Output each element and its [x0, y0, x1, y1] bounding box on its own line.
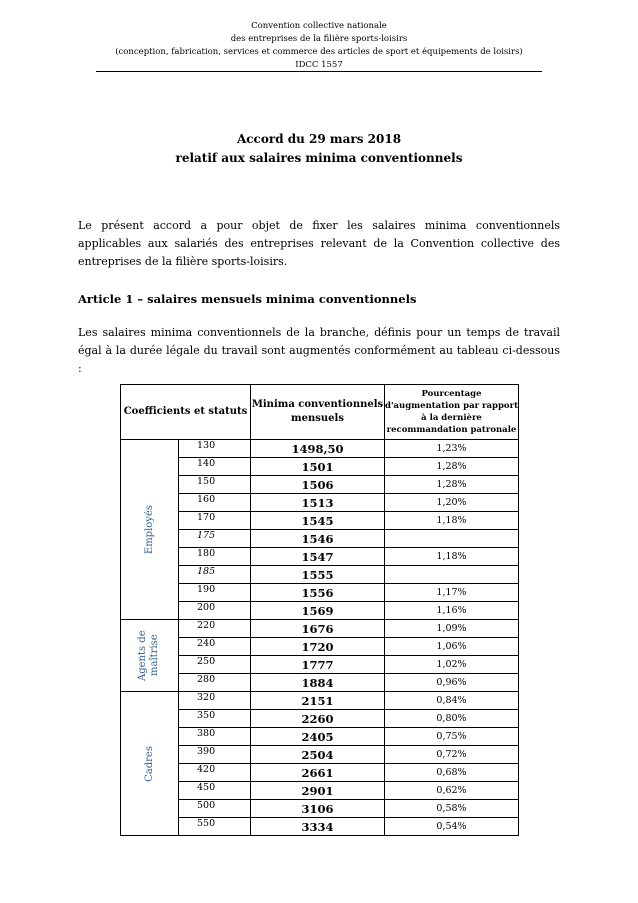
header-line-1: Convention collective nationale	[251, 21, 387, 31]
minimum-salary-cell: 1676	[251, 620, 385, 638]
salary-table	[120, 384, 519, 836]
header-percentage: Pourcentage d'augmentation par rapport à la dernière recommandation patronale	[385, 385, 519, 440]
percentage-cell: 0,68%	[385, 764, 519, 782]
percentage-cell: 1,20%	[385, 494, 519, 512]
coefficient-cell: 130	[179, 440, 251, 458]
minimum-salary-cell: 1555	[251, 566, 385, 584]
percentage-cell: 1,17%	[385, 584, 519, 602]
coefficient-cell: 175	[179, 530, 251, 548]
group-agents-de-maitrise	[121, 620, 179, 692]
percentage-cell: 0,96%	[385, 674, 519, 692]
group-employes	[121, 440, 179, 620]
coefficient-cell: 240	[179, 638, 251, 656]
minimum-salary-cell: 1547	[251, 548, 385, 566]
minimum-salary-cell: 1513	[251, 494, 385, 512]
minimum-salary-cell: 1546	[251, 530, 385, 548]
percentage-cell: 0,62%	[385, 782, 519, 800]
header-line-4: IDCC 1557	[295, 60, 343, 70]
percentage-cell: 0,75%	[385, 728, 519, 746]
minimum-salary-cell: 1506	[251, 476, 385, 494]
coefficient-cell: 390	[179, 746, 251, 764]
minimum-salary-cell: 1498,50	[251, 440, 385, 458]
salary-table-body	[121, 440, 519, 836]
table-row	[121, 656, 519, 674]
table-row	[121, 602, 519, 620]
coefficient-cell: 150	[179, 476, 251, 494]
table-row	[121, 620, 519, 638]
percentage-cell: 1,18%	[385, 512, 519, 530]
table-row	[121, 494, 519, 512]
table-row	[121, 548, 519, 566]
page-header	[0, 20, 638, 72]
header-line-2: des entreprises de la filière sports-loisirs	[230, 34, 408, 44]
document-title	[0, 130, 638, 168]
title-line-1: Accord du 29 mars 2018	[236, 132, 402, 146]
percentage-cell: 0,84%	[385, 692, 519, 710]
minimum-salary-cell: 1569	[251, 602, 385, 620]
table-row	[121, 530, 519, 548]
minimum-salary-cell: 2151	[251, 692, 385, 710]
header-divider	[96, 71, 542, 72]
percentage-cell	[385, 530, 519, 548]
coefficient-cell: 200	[179, 602, 251, 620]
percentage-cell: 1,02%	[385, 656, 519, 674]
group-cadres	[121, 692, 179, 836]
minimum-salary-cell: 1720	[251, 638, 385, 656]
coefficient-cell: 140	[179, 458, 251, 476]
table-row	[121, 458, 519, 476]
table-row	[121, 476, 519, 494]
coefficient-cell: 420	[179, 764, 251, 782]
percentage-cell: 0,54%	[385, 818, 519, 836]
table-row	[121, 692, 519, 710]
header-line-3: (conception, fabrication, services et commerce des articles de sport et équipements de loisirs)	[115, 47, 523, 57]
minimum-salary-cell: 2260	[251, 710, 385, 728]
group-label-text: Agents de maîtrise	[136, 630, 160, 681]
coefficient-cell: 450	[179, 782, 251, 800]
percentage-cell: 1,06%	[385, 638, 519, 656]
group-label-text: Employés	[143, 504, 155, 555]
coefficient-cell: 380	[179, 728, 251, 746]
table-row	[121, 764, 519, 782]
coefficient-cell: 160	[179, 494, 251, 512]
percentage-cell: 0,72%	[385, 746, 519, 764]
percentage-cell: 0,58%	[385, 800, 519, 818]
coefficient-cell: 550	[179, 818, 251, 836]
minimum-salary-cell: 1884	[251, 674, 385, 692]
table-row	[121, 800, 519, 818]
table-row	[121, 818, 519, 836]
header-coefficients: Coefficients et statuts	[121, 385, 251, 440]
table-row	[121, 638, 519, 656]
minimum-salary-cell: 2661	[251, 764, 385, 782]
coefficient-cell: 280	[179, 674, 251, 692]
minimum-salary-cell: 1777	[251, 656, 385, 674]
minimum-salary-cell: 1545	[251, 512, 385, 530]
coefficient-cell: 350	[179, 710, 251, 728]
table-row	[121, 566, 519, 584]
table-row	[121, 674, 519, 692]
title-line-2: relatif aux salaires minima conventionnels	[175, 151, 463, 165]
intro-paragraph: Le présent accord a pour objet de fixer les salaires minima conventionnels applicables aux salariés des entreprises relevant de la Convention collective des entreprises de la filière sports-loisirs.	[78, 219, 560, 268]
minimum-salary-cell: 3334	[251, 818, 385, 836]
coefficient-cell: 220	[179, 620, 251, 638]
percentage-cell: 1,18%	[385, 548, 519, 566]
percentage-cell: 1,23%	[385, 440, 519, 458]
table-row	[121, 584, 519, 602]
percentage-cell: 1,09%	[385, 620, 519, 638]
coefficient-cell: 180	[179, 548, 251, 566]
article-heading: Article 1 – salaires mensuels minima conventionnels	[78, 292, 417, 306]
coefficient-cell: 320	[179, 692, 251, 710]
coefficient-cell: 190	[179, 584, 251, 602]
table-row	[121, 710, 519, 728]
percentage-cell: 1,28%	[385, 458, 519, 476]
group-label-text: Cadres	[143, 745, 155, 782]
table-row	[121, 512, 519, 530]
coefficient-cell: 170	[179, 512, 251, 530]
minimum-salary-cell: 2504	[251, 746, 385, 764]
minimum-salary-cell: 1501	[251, 458, 385, 476]
table-row	[121, 782, 519, 800]
coefficient-cell: 250	[179, 656, 251, 674]
minimum-salary-cell: 3106	[251, 800, 385, 818]
coefficient-cell: 185	[179, 566, 251, 584]
minimum-salary-cell: 1556	[251, 584, 385, 602]
table-row	[121, 440, 519, 458]
percentage-cell	[385, 566, 519, 584]
header-minima: Minima conventionnels mensuels	[251, 385, 385, 440]
table-row	[121, 728, 519, 746]
percentage-cell: 1,28%	[385, 476, 519, 494]
minimum-salary-cell: 2901	[251, 782, 385, 800]
article-paragraph: Les salaires minima conventionnels de la branche, définis pour un temps de travail égal à la durée légale du travail sont augmentés conformément au tableau ci-dessous :	[78, 326, 560, 375]
percentage-cell: 1,16%	[385, 602, 519, 620]
percentage-cell: 0,80%	[385, 710, 519, 728]
table-row	[121, 746, 519, 764]
coefficient-cell: 500	[179, 800, 251, 818]
minimum-salary-cell: 2405	[251, 728, 385, 746]
